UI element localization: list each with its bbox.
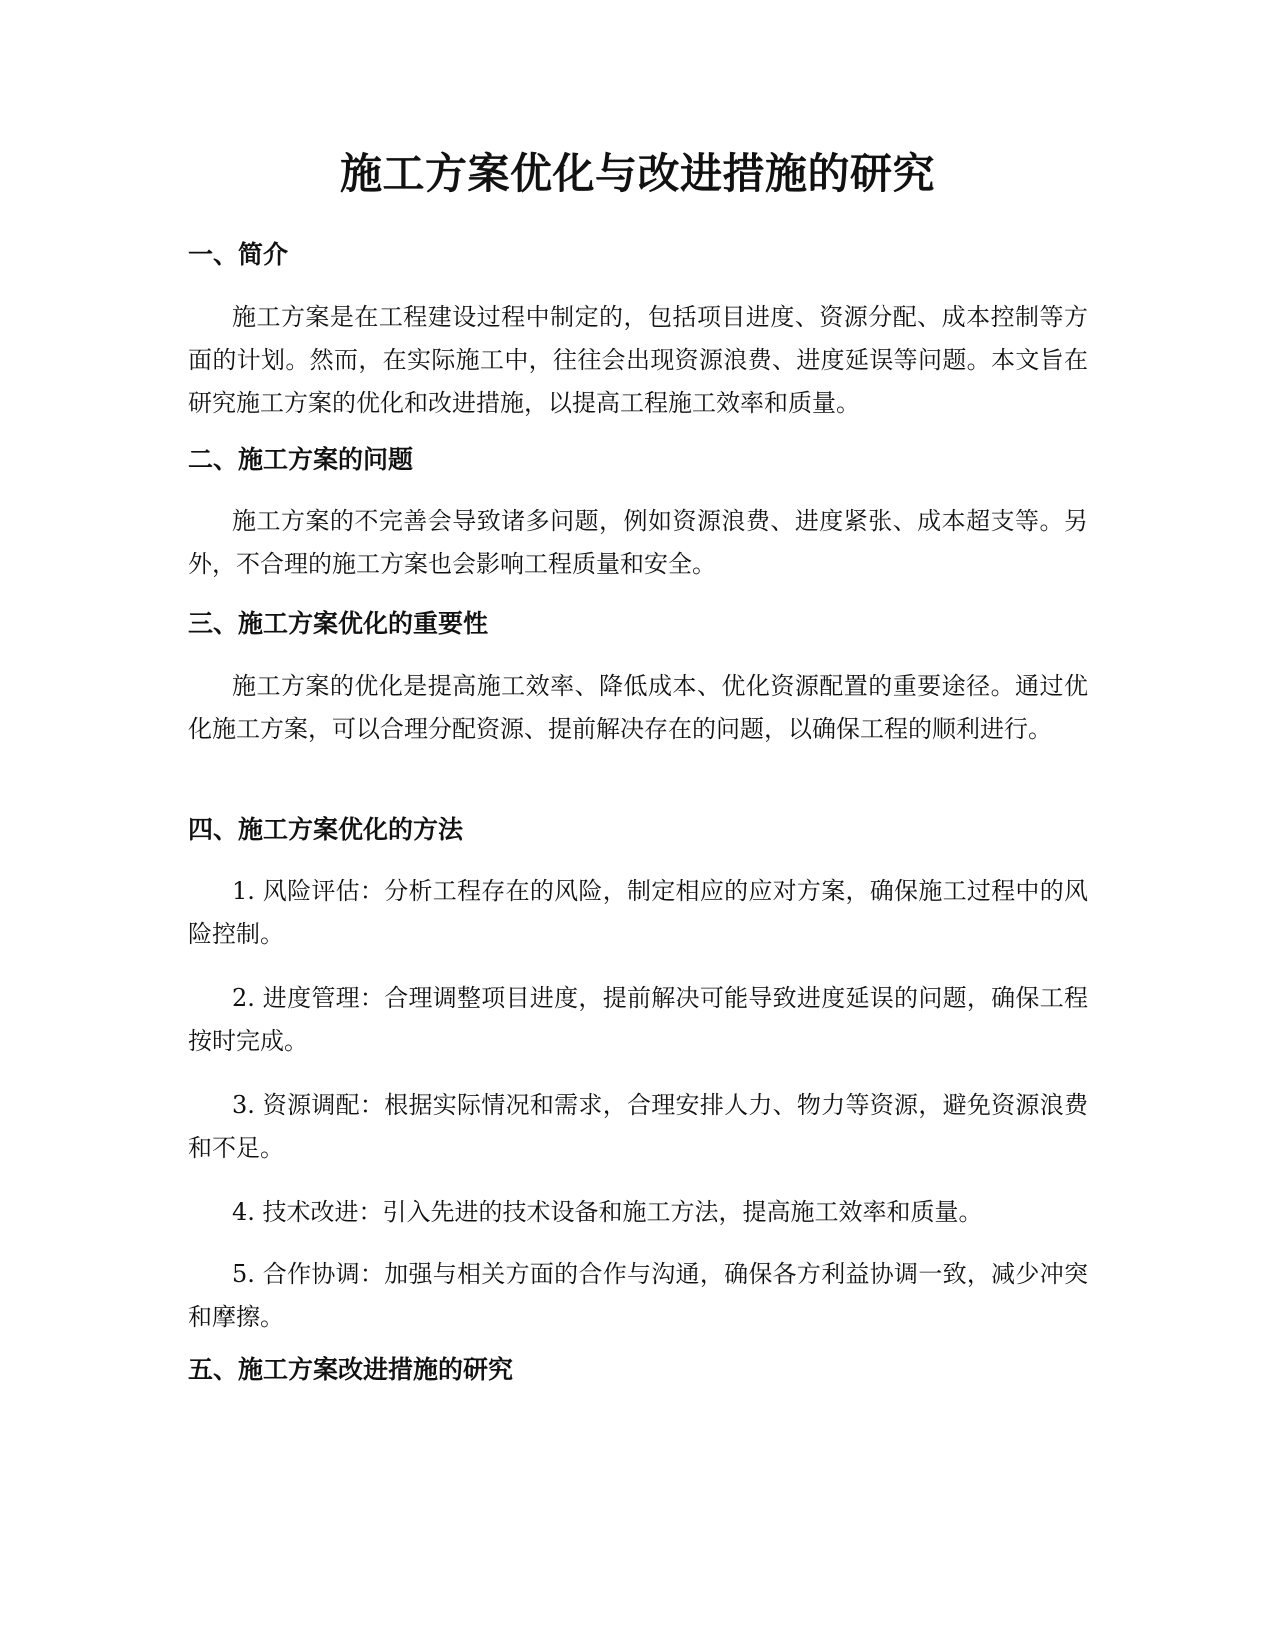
section-heading-problems: 二、施工方案的问题 [188, 445, 414, 474]
list-item-cooperation: 5. 合作协调：加强与相关方面的合作与沟通，确保各方利益协调一致，减少冲突和摩擦。 [188, 1260, 1088, 1331]
section-heading-importance: 三、施工方案优化的重要性 [188, 609, 489, 638]
document-title: 施工方案优化与改进措施的研究 [339, 149, 935, 198]
list-item-technical-improvement: 4. 技术改进：引入先进的技术设备和施工方法，提高施工效率和质量。 [232, 1198, 983, 1226]
list-item-risk-assessment: 1. 风险评估：分析工程存在的风险，制定相应的应对方案，确保施工过程中的风险控制。 [188, 877, 1088, 948]
paragraph-importance: 施工方案的优化是提高施工效率、降低成本、优化资源配置的重要途径。通过优化施工方案，可以合理分配资源、提前解决存在的问题，以确保工程的顺利进行。 [188, 672, 1088, 743]
section-heading-methods: 四、施工方案优化的方法 [188, 815, 464, 844]
paragraph-problems: 施工方案的不完善会导致诸多问题，例如资源浪费、进度紧张、成本超支等。另外，不合理的施工方案也会影响工程质量和安全。 [188, 507, 1088, 578]
section-heading-improvement-measures: 五、施工方案改进措施的研究 [188, 1355, 514, 1384]
section-heading-intro: 一、简介 [188, 240, 289, 269]
list-item-resource-allocation: 3. 资源调配：根据实际情况和需求，合理安排人力、物力等资源，避免资源浪费和不足。 [188, 1091, 1088, 1162]
list-item-schedule-management: 2. 进度管理：合理调整项目进度，提前解决可能导致进度延误的问题，确保工程按时完成。 [188, 984, 1088, 1055]
paragraph-intro: 施工方案是在工程建设过程中制定的，包括项目进度、资源分配、成本控制等方面的计划。然而，在实际施工中，往往会出现资源浪费、进度延误等问题。本文旨在研究施工方案的优化和改进措施，以提高工程施工效率和质量。 [188, 303, 1088, 417]
